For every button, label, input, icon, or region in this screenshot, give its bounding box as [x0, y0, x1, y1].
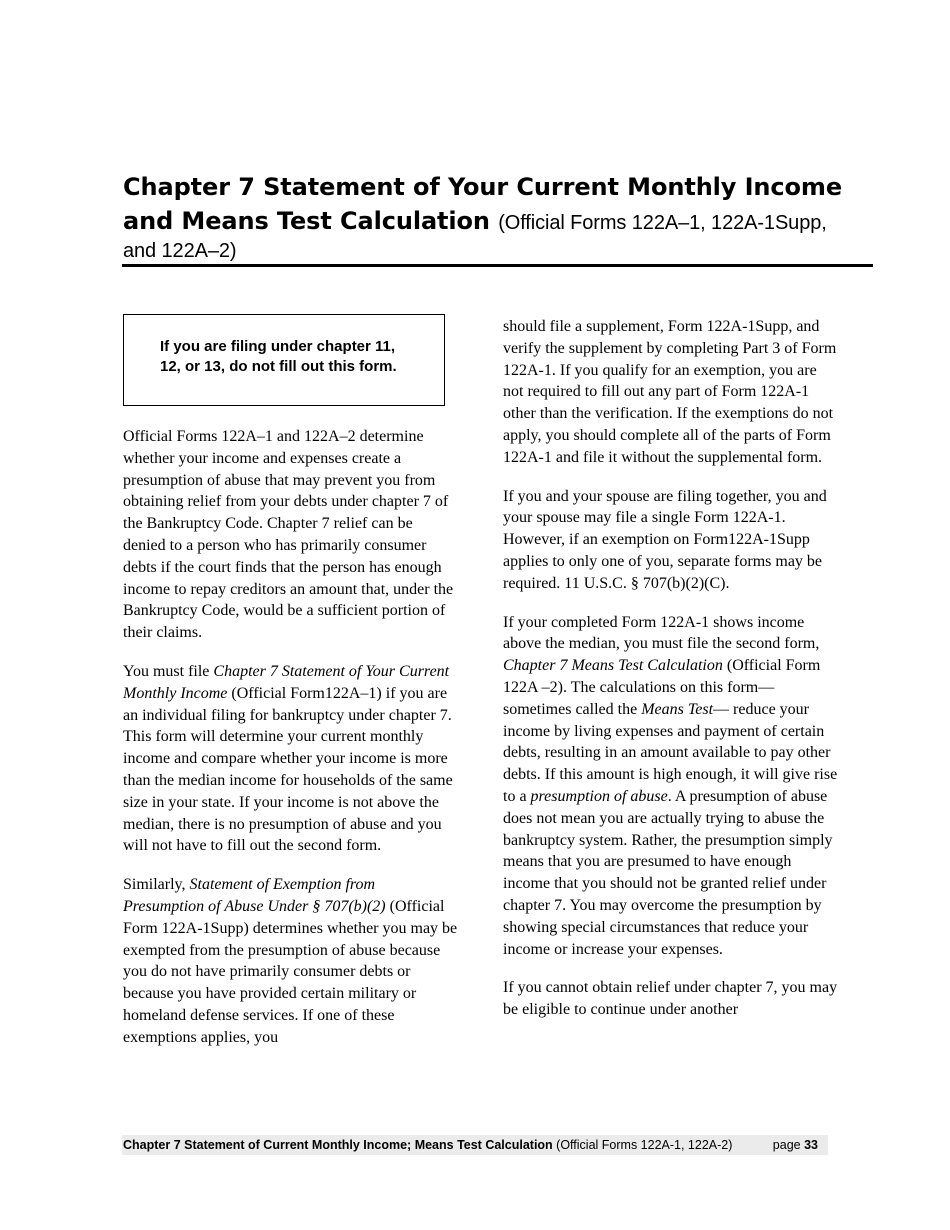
paragraph-purpose: Official Forms 122A–1 and 122A–2 determine whether your income and expenses create a presumption of abuse that may prevent you from obtaining relief from your debts under chapter 7 of the Bankruptcy Code. Chapter 7 relief can be denied to a person who has primarily consumer debts if the court finds that the person has enough income to repay creditors an amount that, under the Bankruptcy Code, would be a sufficient portion of their claims. [123, 428, 454, 642]
title-line-1: Chapter 7 Statement of Your Current Monthly Income [123, 173, 843, 201]
paragraph-other-chapter: If you cannot obtain relief under chapter 7, you may be eligible to continue under another [503, 979, 838, 1019]
title-divider [122, 264, 873, 267]
page-label: page [772, 1138, 801, 1152]
paragraph-means-test: If your completed Form 122A-1 shows income above the median, you must file the second form, Chapter 7 Means Test Calculation (Official Form 122A –2). The calculations on this form—sometimes called the Means Test— reduce your income by living expenses and payment of certain debts, resulting in an amount available to pay other debts. If this amount is high enough, it will give rise to a presumption of abuse. A presumption of abuse does not mean you are actually trying to abuse the bankruptcy system. Rather, the presumption simply means that you are presumed to have enough income that you should not be granted relief under chapter 7. You may overcome the presumption by showing special circumstances that reduce your income or increase your expenses. [503, 613, 838, 958]
paragraph-exemption: Similarly, Statement of Exemption from Presumption of Abuse Under § 707(b)(2) (Official Form 122A-1Supp) determines whether you may be exempted from the presumption of abuse because you do not have primarily consumer debts or because you have provided certain military or homeland defense services. If one of these exemptions applies, you [123, 876, 458, 1046]
page-number-value: 33 [804, 1138, 818, 1152]
left-column [123, 426, 458, 1066]
page-footer [122, 1135, 828, 1155]
paragraph-must-file: You must file Chapter 7 Statement of Your Current Monthly Income (Official Form122A–1) if you are an individual filing for bankruptcy under chapter 7. This form will determine your current monthly income and compare whether your income is more than the median income for households of the same size in your state. If your income is not above the median, there is no presumption of abuse and you will not have to fill out the second form. [123, 662, 453, 855]
form-title-122a2: Chapter 7 Means Test Calculation [503, 657, 723, 675]
footer-forms: (Official Forms 122A-1, 122A-2) [556, 1138, 733, 1152]
form-title-122a1supp: Statement of Exemption from Presumption of Abuse Under § 707(b)(2) [123, 876, 386, 915]
term-presumption-of-abuse: presumption of abuse [530, 787, 668, 805]
paragraph-supplement: should file a supplement, Form 122A-1Supp, and verify the supplement by completing Part 3 of Form 122A-1. If you qualify for an exemption, you are not required to fill out any part of Form 122A-1 other than the verification. If the exemptions do not apply, you should complete all of the parts of Form 122A-1 and file it without the supplemental form. [503, 318, 837, 466]
footer-title: Chapter 7 Statement of Current Monthly Income; Means Test Calculation [123, 1138, 553, 1152]
title-line-2: and Means Test Calculation [123, 207, 490, 235]
form-title-122a1: Chapter 7 Statement of Your Current Monthly Income [123, 662, 450, 702]
paragraph-joint-filing: If you and your spouse are filing together, you and your spouse may file a single Form 122A-1. However, if an exemption on Form122A-1Supp applies to only one of you, separate forms may be required. 11 U.S.C. § 707(b)(2)(C). [503, 487, 827, 592]
title-subtitle-continued: and 122A–2) [123, 240, 237, 262]
title-subtitle: (Official Forms 122A–1, 122A-1Supp, [498, 212, 827, 234]
filing-notice-text: If you are filing under chapter 11, 12, or 13, do not fill out this form. [160, 338, 397, 375]
page-number [773, 1135, 818, 1155]
page-title [123, 170, 883, 266]
filing-notice-box [123, 314, 445, 406]
term-means-test: Means Test [641, 700, 714, 718]
right-column [503, 316, 838, 1038]
